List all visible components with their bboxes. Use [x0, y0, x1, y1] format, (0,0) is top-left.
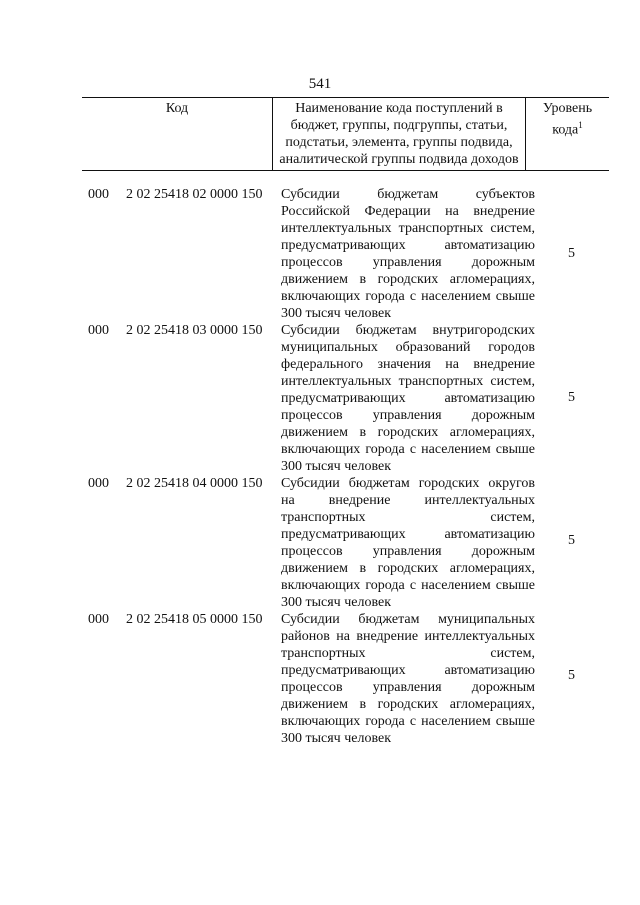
header-level-label: Уровень кода: [542, 101, 593, 138]
header-name: Наименование кода поступлений в бюджет, группы, подгруппы, статьи, подстатьи, элемента, группы подвида, аналитической группы подвида доходов: [272, 98, 526, 170]
revenue-description: Субсидии бюджетам городских округов на внедрение интеллектуальных транспортных систем, предусматривающих автоматизацию процессов управления дорожным движением в городских агломерациях, включающих города с населением свыше 300 тысяч человек: [281, 476, 535, 610]
code-level: 5: [568, 668, 575, 683]
revenue-code: 2 02 25418 02 0000 150: [126, 187, 263, 202]
header-level-footnote: 1: [578, 120, 583, 130]
code-level: 5: [568, 390, 575, 405]
header-level: [526, 98, 609, 170]
revenue-description: Субсидии бюджетам муниципальных районов на внедрение интеллектуальных транспортных систем, предусматривающих автоматизацию процессов управления дорожным движением в городских агломерациях, включающих города с населением свыше 300 тысяч человек: [281, 612, 535, 746]
admin-code: 000: [88, 476, 109, 491]
admin-code: 000: [88, 323, 109, 338]
revenue-description: Субсидии бюджетам субъектов Российской Федерации на внедрение интеллектуальных транспортных систем, предусматривающих автоматизацию процессов управления дорожным движением в городских агломерациях, включающих города с населением свыше 300 тысяч человек: [281, 187, 535, 321]
code-level: 5: [568, 246, 575, 261]
admin-code: 000: [88, 612, 109, 627]
revenue-code: 2 02 25418 05 0000 150: [126, 612, 263, 627]
header-code: Код: [165, 101, 189, 116]
revenue-description: Субсидии бюджетам внутригородских муниципальных образований городов федерального значения на внедрение интеллектуальных транспортных систем, предусматривающих автоматизацию процессов управления дорожным движением в городских агломерациях, включающих города с населением свыше 300 тысяч человек: [281, 323, 535, 474]
page-number: 541: [308, 76, 332, 92]
admin-code: 000: [88, 187, 109, 202]
code-level: 5: [568, 533, 575, 548]
revenue-code: 2 02 25418 03 0000 150: [126, 323, 263, 338]
revenue-code: 2 02 25418 04 0000 150: [126, 476, 263, 491]
table-header: [82, 97, 609, 171]
